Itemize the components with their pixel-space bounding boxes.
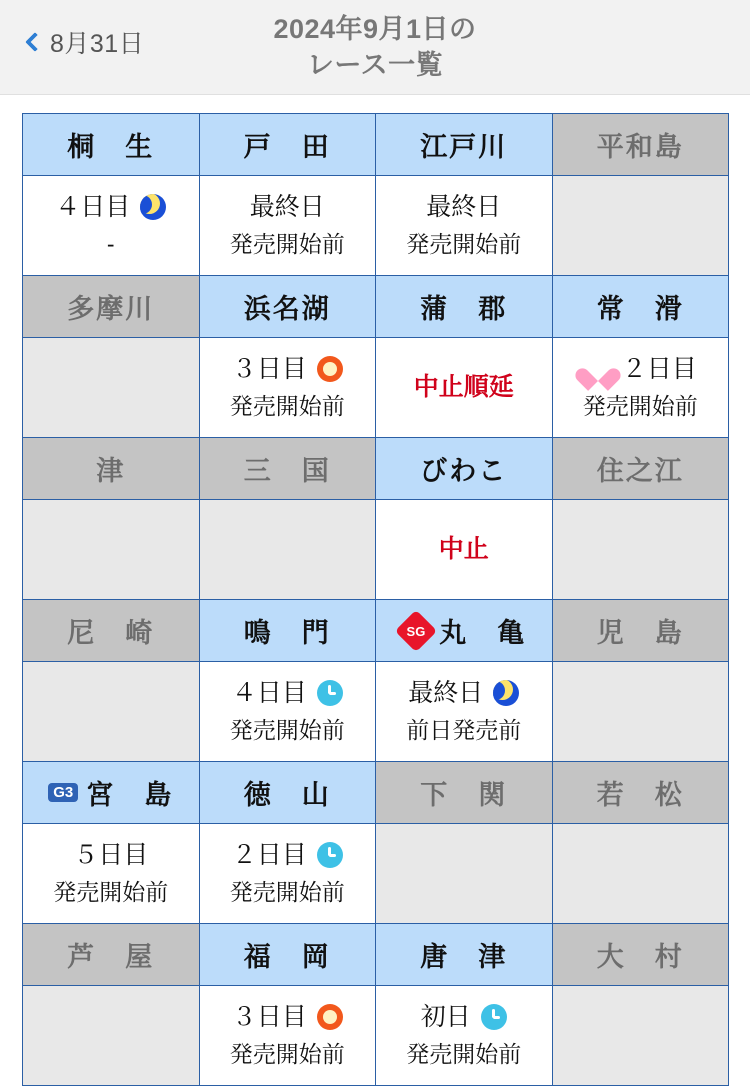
venue-status-cell[interactable] xyxy=(376,176,553,276)
venue-status-cell[interactable] xyxy=(376,986,553,1086)
venue-name-cell xyxy=(23,924,200,986)
venue-name-cell xyxy=(23,438,200,500)
page-title-line1: 2024年9月1日の xyxy=(273,13,477,44)
venue-day-label: 最終日 xyxy=(426,193,502,222)
venue-name-label: 江戸川 xyxy=(420,132,508,162)
venue-name-label: 福 岡 xyxy=(243,942,331,972)
venue-name-row xyxy=(23,924,729,986)
venue-sale-status-label: 発売開始前 xyxy=(229,879,345,906)
venue-name-label: 蒲 郡 xyxy=(420,294,508,324)
venue-day-row xyxy=(376,1000,552,1034)
venue-info-row xyxy=(23,824,729,924)
venue-status-cell xyxy=(376,824,553,924)
venue-name-label: 鳴 門 xyxy=(243,618,331,648)
venue-sale-status-label: 発売開始前 xyxy=(229,1041,345,1068)
moon-icon xyxy=(140,194,166,220)
page-header xyxy=(0,0,750,95)
venue-name-cell[interactable] xyxy=(23,114,200,176)
venue-day-row xyxy=(23,190,199,224)
venue-sale-status-label: 前日発売前 xyxy=(406,717,522,744)
venue-day-row xyxy=(376,190,552,224)
venue-name-label: 戸 田 xyxy=(243,132,331,162)
venue-name-label: 芦 屋 xyxy=(67,942,155,972)
venue-status-cell[interactable] xyxy=(23,824,200,924)
venue-day-row xyxy=(200,190,376,224)
venue-name-row xyxy=(23,600,729,662)
venue-day-label: ２日目 xyxy=(621,355,697,384)
venue-cancel-label: 中止順延 xyxy=(413,373,514,402)
race-grid-container xyxy=(0,95,750,1086)
venue-info-row xyxy=(23,662,729,762)
venue-name-label: 尼 崎 xyxy=(67,618,155,648)
venue-info-row xyxy=(23,176,729,276)
venue-name-cell xyxy=(23,600,200,662)
venue-sale-status-label: 発売開始前 xyxy=(229,717,345,744)
venue-name-cell[interactable] xyxy=(199,276,376,338)
venue-name-label: びわこ xyxy=(420,456,508,486)
venue-status-cell[interactable] xyxy=(199,986,376,1086)
page-title-line2: レース一覧 xyxy=(306,50,444,80)
venue-status-cell xyxy=(552,986,729,1086)
venue-sale-status-label: 発売開始前 xyxy=(406,1041,522,1068)
race-venue-grid xyxy=(22,113,729,1086)
venue-name-cell xyxy=(552,114,729,176)
venue-day-label: ４日目 xyxy=(231,679,307,708)
venue-name-label: 下 関 xyxy=(420,780,508,810)
venue-name-cell[interactable] xyxy=(199,762,376,824)
venue-sale-status-label: 発売開始前 xyxy=(582,393,698,420)
venue-day-row xyxy=(376,371,552,405)
venue-day-row xyxy=(200,838,376,872)
venue-name-row xyxy=(23,276,729,338)
venue-day-row xyxy=(23,838,199,872)
venue-name-cell[interactable] xyxy=(199,114,376,176)
venue-status-cell[interactable] xyxy=(199,824,376,924)
venue-name-cell[interactable] xyxy=(376,924,553,986)
venue-name-cell[interactable] xyxy=(376,276,553,338)
venue-name-row xyxy=(23,762,729,824)
venue-info-row xyxy=(23,338,729,438)
venue-name-cell xyxy=(552,924,729,986)
venue-status-cell xyxy=(552,824,729,924)
venue-status-cell[interactable] xyxy=(199,176,376,276)
venue-day-label: 最終日 xyxy=(249,193,325,222)
venue-status-cell[interactable] xyxy=(199,338,376,438)
venue-name-cell xyxy=(199,438,376,500)
venue-status-cell[interactable] xyxy=(23,176,200,276)
venue-info-row xyxy=(23,500,729,600)
venue-status-cell[interactable] xyxy=(199,662,376,762)
venue-name-cell xyxy=(552,600,729,662)
venue-status-cell xyxy=(23,338,200,438)
clock-icon xyxy=(481,1004,507,1030)
sg-grade-icon xyxy=(395,609,437,651)
venue-name-cell xyxy=(552,762,729,824)
venue-name-label: 常 滑 xyxy=(596,294,684,324)
venue-name-label: 津 xyxy=(96,456,126,486)
venue-status-cell xyxy=(552,500,729,600)
venue-sale-status-label: 発売開始前 xyxy=(229,393,345,420)
venue-day-label: ５日目 xyxy=(73,841,149,870)
heart-icon xyxy=(584,356,612,382)
venue-name-label: 唐 津 xyxy=(420,942,508,972)
venue-day-label: ３日目 xyxy=(231,355,307,384)
venue-name-row xyxy=(23,114,729,176)
venue-sale-status-label: 発売開始前 xyxy=(229,231,345,258)
chevron-left-icon xyxy=(25,32,45,52)
venue-status-cell xyxy=(552,176,729,276)
venue-status-cell xyxy=(23,500,200,600)
venue-name-label: 児 島 xyxy=(596,618,684,648)
venue-day-label: ３日目 xyxy=(231,1003,307,1032)
venue-day-row xyxy=(200,1000,376,1034)
sg-grade-label: SG xyxy=(406,622,426,638)
venue-day-row xyxy=(200,352,376,386)
venue-day-row xyxy=(200,676,376,710)
venue-sale-status-label: 発売開始前 xyxy=(406,231,522,258)
venue-status-cell[interactable] xyxy=(552,338,729,438)
venue-info-row xyxy=(23,986,729,1086)
venue-name-label: 多摩川 xyxy=(67,294,155,324)
venue-status-cell[interactable] xyxy=(376,662,553,762)
clock-icon xyxy=(317,842,343,868)
venue-name-cell[interactable] xyxy=(376,114,553,176)
venue-cancel-label: 中止 xyxy=(438,535,489,564)
venue-day-row xyxy=(553,352,729,386)
venue-name-cell[interactable] xyxy=(376,600,553,662)
venue-name-cell[interactable] xyxy=(199,600,376,662)
venue-status-cell xyxy=(552,662,729,762)
venue-name-label: 平和島 xyxy=(596,132,684,162)
venue-name-label: 宮 島 xyxy=(86,780,174,810)
venue-sale-status-label: 発売開始前 xyxy=(53,879,169,906)
venue-day-label: 最終日 xyxy=(408,679,484,708)
venue-day-label: 初日 xyxy=(420,1003,471,1032)
venue-name-label: 丸 亀 xyxy=(439,618,527,648)
venue-name-cell[interactable] xyxy=(23,762,200,824)
sun-icon xyxy=(317,356,343,382)
venue-status-cell xyxy=(23,986,200,1086)
venue-status-cell[interactable] xyxy=(376,500,553,600)
back-button[interactable] xyxy=(28,24,144,60)
back-button-label: 8月31日 xyxy=(50,30,145,58)
venue-name-cell xyxy=(23,276,200,338)
venue-name-label: 浜名湖 xyxy=(243,294,331,324)
venue-name-row xyxy=(23,438,729,500)
venue-status-cell xyxy=(23,662,200,762)
clock-icon xyxy=(317,680,343,706)
venue-day-row xyxy=(376,676,552,710)
sun-icon xyxy=(317,1004,343,1030)
venue-name-label: 若 松 xyxy=(596,780,684,810)
venue-name-cell xyxy=(552,438,729,500)
venue-name-label: 大 村 xyxy=(596,942,684,972)
venue-status-cell xyxy=(199,500,376,600)
venue-status-cell[interactable] xyxy=(376,338,553,438)
venue-name-cell[interactable] xyxy=(199,924,376,986)
venue-name-cell[interactable] xyxy=(376,438,553,500)
venue-name-label: 住之江 xyxy=(596,456,684,486)
moon-icon xyxy=(493,680,519,706)
venue-day-row xyxy=(376,533,552,567)
venue-sale-status-label: - xyxy=(106,231,115,258)
venue-name-label: 徳 山 xyxy=(243,780,331,810)
g3-grade-icon: G3 xyxy=(48,783,78,802)
venue-name-cell[interactable] xyxy=(552,276,729,338)
venue-name-cell xyxy=(376,762,553,824)
venue-day-label: ２日目 xyxy=(231,841,307,870)
venue-name-label: 桐 生 xyxy=(67,132,155,162)
venue-day-label: ４日目 xyxy=(55,193,131,222)
venue-name-label: 三 国 xyxy=(243,456,331,486)
